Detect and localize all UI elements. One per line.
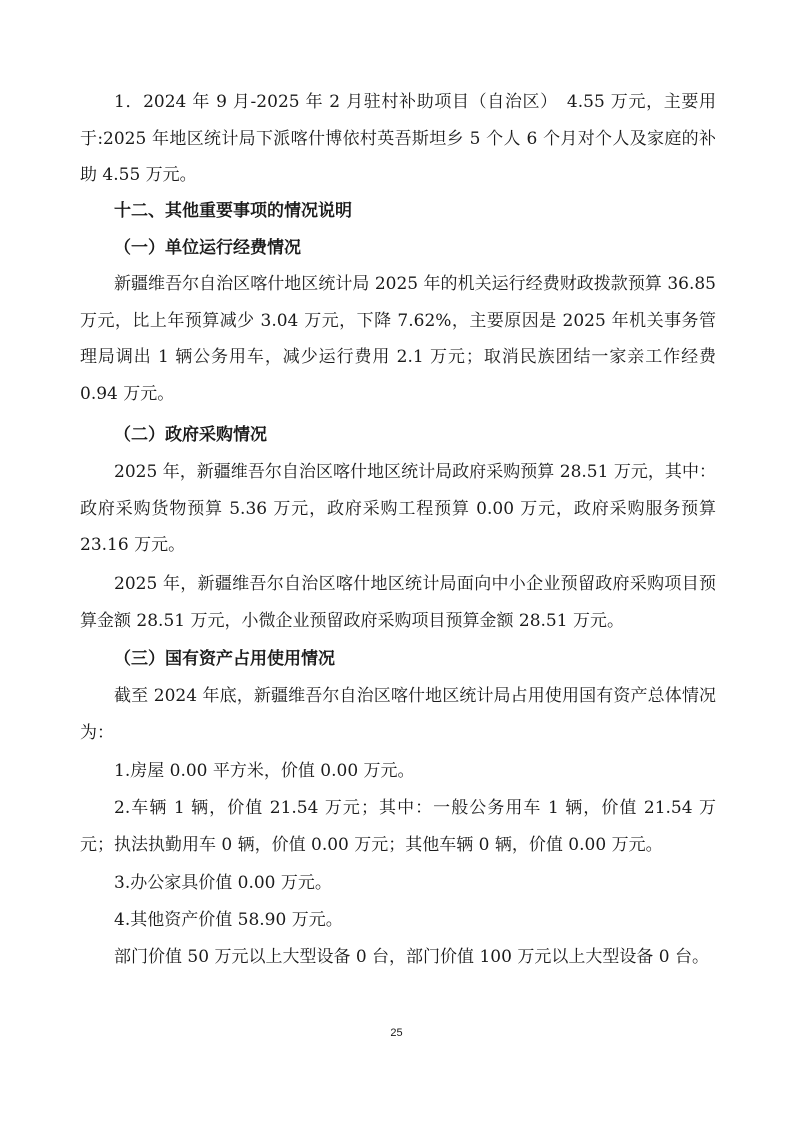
paragraph-assets-vehicles: 2.车辆 1 辆，价值 21.54 万元；其中：一般公务用车 1 辆，价值 21.54 万元；执法执勤用车 0 辆，价值 0.00 万元；其他车辆 0 辆，价值 0.00 万元。 [80,798,716,855]
paragraph-assets-furniture: 3.办公家具价值 0.00 万元。 [114,873,332,893]
paragraph-procurement-budget: 2025 年，新疆维吾尔自治区喀什地区统计局政府采购预算 28.51 万元，其中：政府采购货物预算 5.36 万元，政府采购工程预算 0.00 万元，政府采购服务预算 23.16 万元。 [80,462,716,555]
paragraph-assets-intro: 截至 2024 年底，新疆维吾尔自治区喀什地区统计局占用使用国有资产总体情况为： [80,686,716,743]
paragraph-village-subsidy: 1．2024 年 9 月-2025 年 2 月驻村补助项目（自治区） 4.55 万元，主要用于:2025 年地区统计局下派喀什博依村英吾斯坦乡 5 个人 6 个月对个人及家庭的补助 4.55 万元。 [80,92,716,185]
heading-state-assets: （三）国有资产占用使用情况 [114,649,335,669]
paragraph-operating-expenses: 新疆维吾尔自治区喀什地区统计局 2025 年的机关运行经费财政拨款预算 36.85 万元，比上年预算减少 3.04 万元，下降 7.62%，主要原因是 2025 年机关事务管理局调出 1 辆公务用车，减少运行费用 2.1 万元；取消民族团结一家亲工作经费 0.94 万元。 [80,274,716,404]
heading-government-procurement: （二）政府采购情况 [114,425,267,445]
heading-operating-expenses: （一）单位运行经费情况 [114,238,301,258]
paragraph-assets-other: 4.其他资产价值 58.90 万元。 [114,910,343,930]
paragraph-sme-procurement: 2025 年，新疆维吾尔自治区喀什地区统计局面向中小企业预留政府采购项目预算金额 28.51 万元，小微企业预留政府采购项目预算金额 28.51 万元。 [80,574,716,631]
paragraph-assets-housing: 1.房屋 0.00 平方米，价值 0.00 万元。 [114,761,415,781]
heading-other-matters: 十二、其他重要事项的情况说明 [114,201,352,221]
page-number: 25 [390,1027,403,1039]
paragraph-large-equipment: 部门价值 50 万元以上大型设备 0 台，部门价值 100 万元以上大型设备 0 台。 [114,947,709,967]
